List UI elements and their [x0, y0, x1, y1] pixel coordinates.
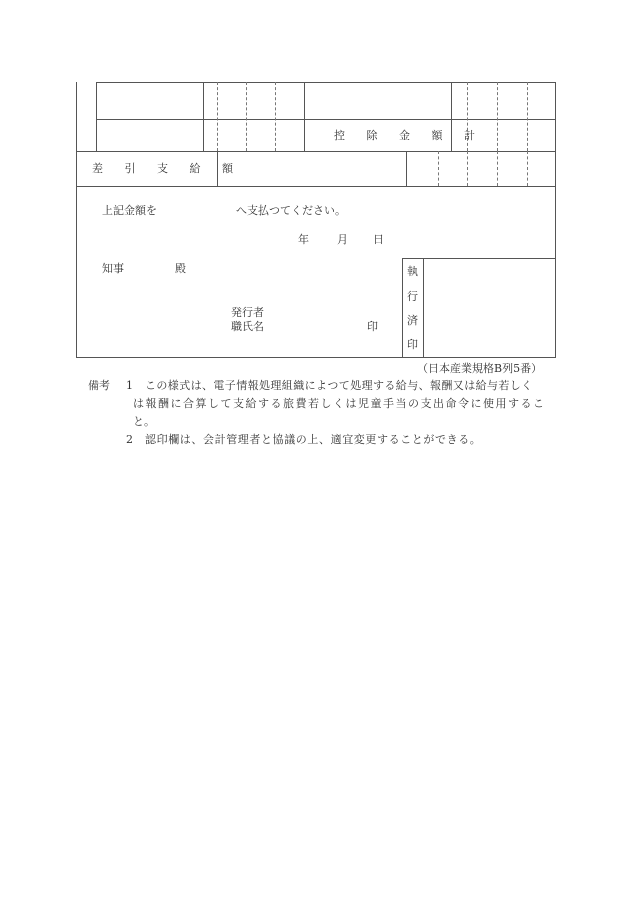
grid-bottom-line	[76, 151, 556, 152]
grid-row-line	[96, 119, 556, 120]
stamp-char: 済	[407, 314, 418, 327]
date-month: 月	[337, 233, 348, 246]
deduction-total-label: 控 除 金 額 計	[334, 129, 484, 142]
title-name-label: 職氏名	[231, 320, 264, 333]
form-border-right-mid	[555, 186, 556, 258]
form-border-left	[76, 82, 77, 358]
issuer-label: 発行者	[231, 306, 264, 319]
stamp-box-divider	[423, 258, 424, 358]
seal-label: 印	[367, 320, 378, 333]
remark-number: 2	[126, 433, 133, 446]
remark-line: と。	[133, 415, 155, 428]
form-border-right-upper	[555, 82, 556, 186]
remark-line: この様式は、電子情報処理組織によつて処理する給与、報酬又は給与若しく	[145, 379, 533, 392]
stamp-box-top	[402, 258, 556, 259]
stamp-box-left	[402, 258, 403, 358]
digit-divider	[467, 151, 468, 186]
amount-col-left	[203, 82, 204, 151]
net-amount-left	[406, 151, 407, 186]
grid-top-line	[96, 82, 556, 83]
digit-divider	[275, 82, 276, 151]
date-day: 日	[373, 233, 384, 246]
stamp-char: 行	[407, 290, 418, 303]
honorific: 殿	[175, 262, 186, 275]
form-border-right-lower	[555, 258, 556, 358]
digit-divider	[497, 151, 498, 186]
digit-divider	[217, 82, 218, 151]
digit-divider	[438, 151, 439, 186]
addressee: 知事	[102, 262, 124, 275]
payment-instruction-prefix: 上記金額を	[102, 204, 157, 217]
amount-col-right	[304, 82, 305, 151]
net-row-bottom	[76, 186, 556, 187]
remarks-heading: 備考	[88, 379, 110, 392]
digit-divider	[497, 82, 498, 151]
grid-inner-left	[96, 82, 97, 151]
standard-note: （日本産業規格B列5番）	[417, 362, 543, 375]
digit-divider	[527, 151, 528, 186]
date-year: 年	[298, 233, 309, 246]
remark-number: 1	[126, 379, 133, 392]
remark-line: 認印欄は、会計管理者と協議の上、適宜変更することができる。	[145, 433, 482, 446]
stamp-char: 印	[407, 338, 418, 351]
digit-divider	[246, 82, 247, 151]
remark-line: は報酬に合算して支給する旅費若しくは児童手当の支出命令に使用するこ	[133, 397, 546, 410]
stamp-char: 執	[407, 265, 418, 278]
net-payment-label: 差 引 支 給 額	[92, 162, 242, 175]
payment-instruction-suffix: へ支払つてください。	[236, 204, 346, 217]
digit-divider	[527, 82, 528, 151]
form-bottom-line	[76, 357, 556, 358]
